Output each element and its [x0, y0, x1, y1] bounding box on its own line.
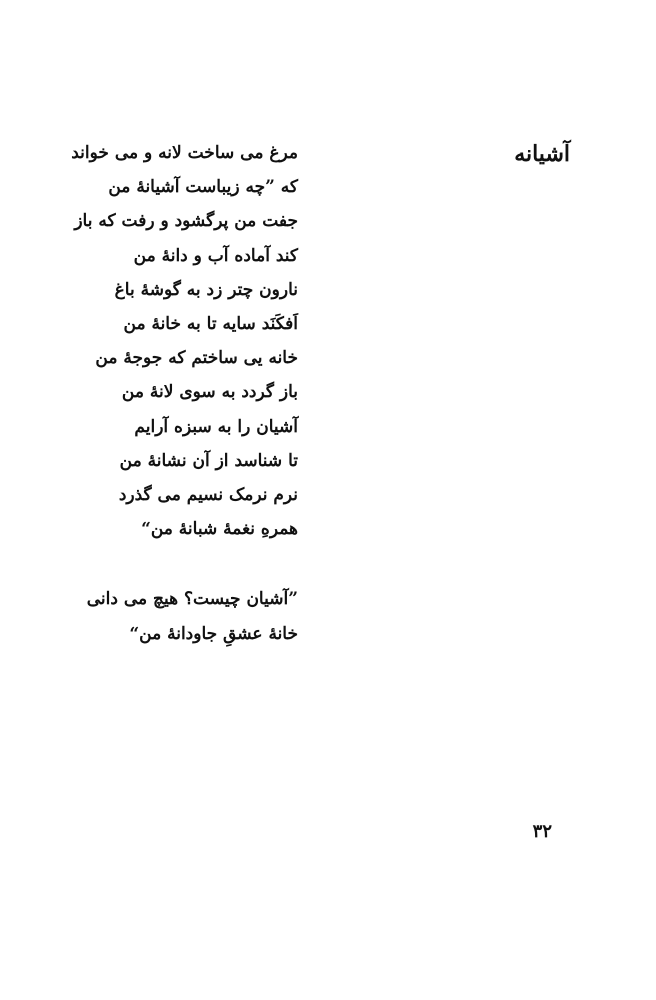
verse-line: نارون چتر زد به گوشهٔ باغ — [114, 279, 298, 300]
stanza-1 — [71, 136, 298, 546]
verse-line: نرم نرمک نسیم می گذرد — [118, 485, 298, 506]
page-number: ۳۲ — [532, 821, 552, 842]
verse-line: خانهٔ عشقِ جاودانهٔ من“ — [129, 623, 298, 644]
stanza-2 — [78, 582, 298, 650]
verse-line: ”آشیان چیست؟ هیچ می دانی — [86, 589, 298, 610]
verse-line: کند آماده آب و دانهٔ من — [133, 245, 298, 266]
verse-line: باز گردد به سوی لانهٔ من — [121, 382, 298, 403]
verse-line: که ”چه زیباست آشیانهٔ من — [108, 177, 298, 198]
verse-line: مرغ می ساخت لانه و می خواند — [71, 143, 298, 163]
verse-line: همرهِ نغمهٔ شبانهٔ من“ — [141, 519, 298, 540]
verse-line: اَفکَنَد سایه تا به خانهٔ من — [123, 314, 298, 335]
verse-line: تا شناسد از آن نشانهٔ من — [119, 450, 298, 471]
poem-body — [71, 136, 298, 651]
verse-line: آشیان را به سبزه آرایم — [134, 416, 298, 437]
poem-title: آشیانه — [514, 141, 570, 167]
verse-line: خانه یی ساختم که جوجهٔ من — [95, 348, 298, 369]
verse-line: جفت من پرگشود و رفت که باز — [74, 211, 298, 232]
